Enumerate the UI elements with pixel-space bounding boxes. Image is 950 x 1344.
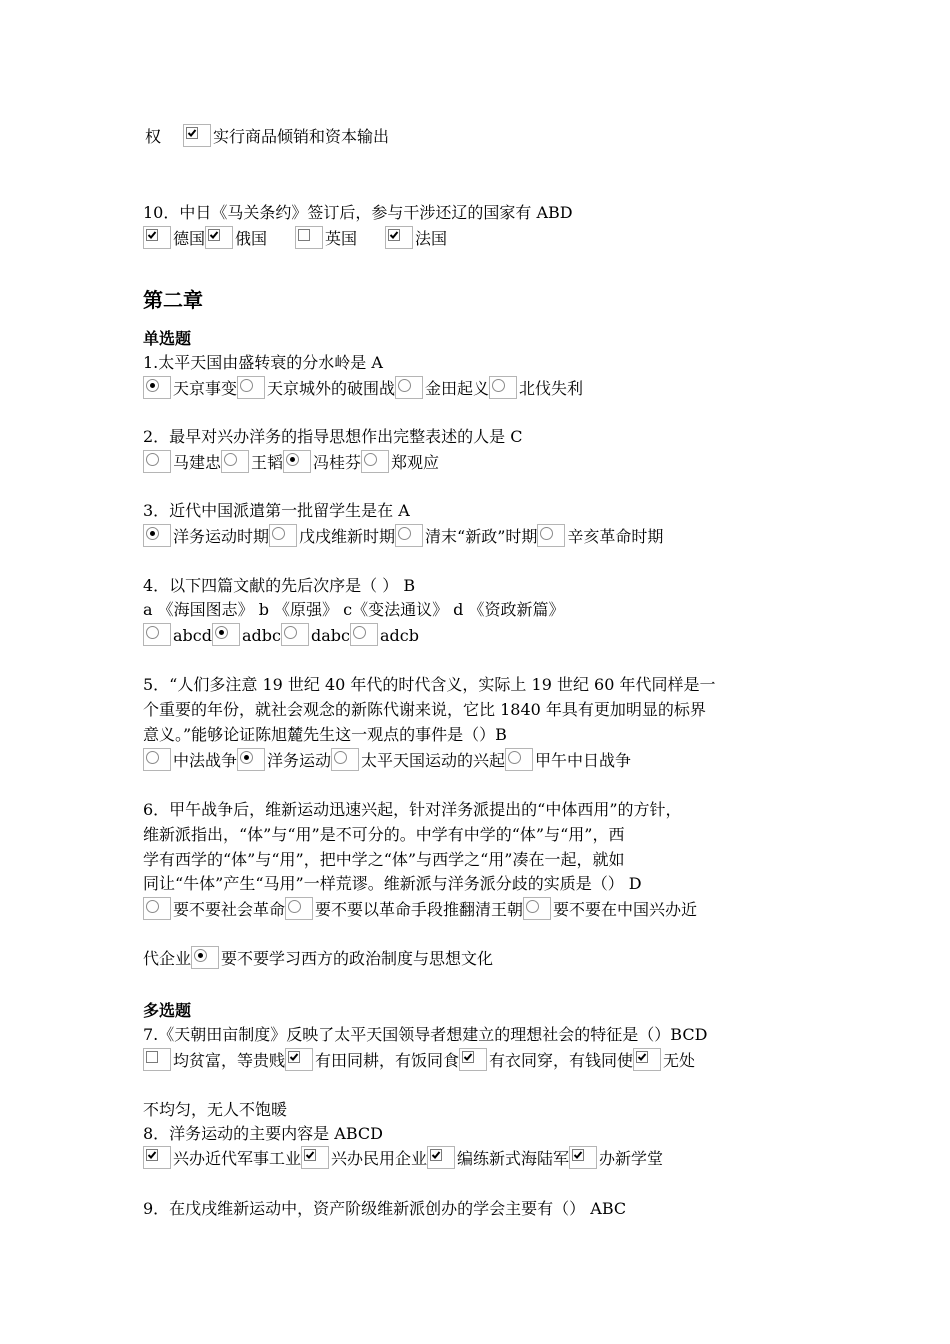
q2-option-3[interactable]	[283, 450, 361, 473]
checkbox[interactable]	[285, 1048, 313, 1071]
option-label: 无处	[663, 1051, 696, 1070]
question-1: 1.太平天国由盛转衰的分水岭是 A	[143, 353, 383, 372]
radio-button[interactable]	[395, 524, 423, 547]
radio-empty-icon	[353, 626, 366, 639]
option-label: 有衣同穿，有钱同使	[489, 1051, 634, 1070]
q1-option-2[interactable]	[237, 376, 395, 399]
checkbox[interactable]	[633, 1048, 661, 1071]
radio-button[interactable]	[350, 623, 378, 646]
checkbox[interactable]	[459, 1048, 487, 1071]
option-label: 马建忠	[173, 453, 222, 472]
checkmark-icon	[186, 127, 198, 139]
option-label: 中法战争	[173, 751, 238, 770]
checkbox[interactable]	[143, 1146, 171, 1169]
radio-empty-icon	[540, 527, 553, 540]
option-label: adcb	[379, 626, 419, 645]
option-label: 清末“新政”时期	[425, 527, 538, 546]
option-label: 洋务运动	[267, 751, 332, 770]
q5-options	[143, 748, 631, 771]
radio-empty-icon	[526, 900, 539, 913]
question-2: 2．最早对兴办洋务的指导思想作出完整表述的人是 C	[143, 427, 523, 446]
checkmark-icon	[304, 1149, 316, 1161]
option-label: 洋务运动时期	[173, 527, 270, 546]
q6-row2-prefix: 代企业	[143, 949, 192, 968]
radio-selected-icon	[146, 379, 159, 392]
option-label: 兴办民用企业	[331, 1149, 428, 1168]
option-label: 天京城外的破围战	[267, 379, 396, 398]
option-label: adbc	[241, 626, 281, 645]
option-label: 王韬	[251, 453, 284, 472]
radio-empty-icon	[146, 453, 159, 466]
checkmark-icon	[146, 229, 158, 241]
question-3: 3．近代中国派遣第一批留学生是在 A	[143, 501, 410, 520]
q10-option-4[interactable]	[385, 226, 447, 249]
radio-button[interactable]	[237, 748, 265, 771]
q3-options	[143, 524, 663, 547]
checkbox[interactable]	[205, 226, 233, 249]
q3-option-3[interactable]	[395, 524, 537, 547]
question-6-line-4: 同让“牛体”产生“马用”一样荒谬。维新派与洋务派分歧的实质是（） D	[143, 874, 642, 893]
radio-button[interactable]	[269, 524, 297, 547]
radio-empty-icon	[272, 527, 285, 540]
option-label: dabc	[310, 626, 350, 645]
question-6-line-2: 维新派指出，“体”与“用”是不可分的。中学有中学的“体”与“用”，西	[143, 825, 625, 844]
radio-button[interactable]	[523, 897, 551, 920]
radio-button[interactable]	[283, 450, 311, 473]
checkmark-icon	[146, 1149, 158, 1161]
radio-empty-icon	[398, 379, 411, 392]
empty-checkbox-icon	[298, 229, 310, 241]
radio-empty-icon	[240, 379, 253, 392]
option-label: 均贫富，等贵贱	[173, 1051, 286, 1070]
question-5-line-2: 个重要的年份，就社会观念的新陈代谢来说，它比 1840 年具有更加明显的标界	[143, 700, 706, 719]
checkbox[interactable]	[143, 226, 171, 249]
q5-option-1[interactable]	[143, 748, 237, 771]
checkbox[interactable]	[295, 226, 323, 249]
option-label: 太平天国运动的兴起	[361, 751, 506, 770]
q3-option-2[interactable]	[269, 524, 395, 547]
q7-option-2[interactable]	[285, 1048, 459, 1071]
checkbox[interactable]	[385, 226, 413, 249]
option-label: 俄国	[235, 229, 268, 248]
checkbox[interactable]	[569, 1146, 597, 1169]
option-label: 甲午中日战争	[535, 751, 632, 770]
q4-options	[143, 623, 419, 646]
option-label: 天京事变	[173, 379, 238, 398]
checkmark-icon	[636, 1051, 648, 1063]
option-label: abcd	[173, 626, 212, 645]
radio-button[interactable]	[281, 623, 309, 646]
q4-option-1[interactable]	[143, 623, 212, 646]
q8-option-1[interactable]	[143, 1146, 301, 1169]
q5-option-3[interactable]	[331, 748, 505, 771]
option-label: 辛亥革命时期	[567, 527, 664, 546]
option-label: 兴办近代军事工业	[173, 1149, 302, 1168]
question-7: 7.《天朝田亩制度》反映了太平天国领导者想建立的理想社会的特征是（）BCD	[143, 1025, 708, 1044]
radio-button[interactable]	[331, 748, 359, 771]
checkmark-icon	[388, 229, 400, 241]
option-label: 实行商品倾销和资本输出	[213, 127, 390, 146]
radio-button[interactable]	[537, 524, 565, 547]
checkbox[interactable]	[183, 124, 211, 147]
q7-option-3[interactable]	[459, 1048, 633, 1071]
q9-tail-row	[143, 124, 389, 147]
radio-empty-icon	[146, 626, 159, 639]
q6-row1-option-2[interactable]	[285, 897, 523, 920]
q10-options	[143, 226, 447, 249]
radio-button[interactable]	[489, 376, 517, 399]
q2-options	[143, 450, 439, 473]
radio-button[interactable]	[143, 524, 171, 547]
radio-empty-icon	[284, 626, 297, 639]
q7-option-1[interactable]	[143, 1048, 285, 1071]
question-9: 9．在戊戌维新运动中，资产阶级维新派创办的学会主要有（） ABC	[143, 1199, 627, 1218]
radio-empty-icon	[508, 751, 521, 764]
q2-option-4[interactable]	[361, 450, 439, 473]
q10-option-2[interactable]	[205, 226, 267, 249]
checkmark-icon	[462, 1051, 474, 1063]
q7-options	[143, 1048, 695, 1071]
option-label: 英国	[325, 229, 358, 248]
q6-row2-option-1[interactable]	[191, 946, 493, 969]
q10-option-1[interactable]	[143, 226, 205, 249]
q5-option-4[interactable]	[505, 748, 631, 771]
q4-option-4[interactable]	[350, 623, 419, 646]
q1-option-3[interactable]	[395, 376, 489, 399]
radio-button[interactable]	[395, 376, 423, 399]
option-label: 冯桂芬	[313, 453, 362, 472]
option-label: 戊戌维新时期	[299, 527, 396, 546]
q10-option-3[interactable]	[295, 226, 357, 249]
question-6-line-3: 学有西学的“体”与“用”，把中学之“体”与西学之“用”凑在一起，就如	[143, 850, 625, 869]
radio-empty-icon	[364, 453, 377, 466]
question-6-line-1: 6．甲午战争后，维新运动迅速兴起，针对洋务派提出的“中体西用”的方针，	[143, 800, 682, 819]
option-label: 北伐失利	[519, 379, 584, 398]
q1-options	[143, 376, 583, 399]
radio-button[interactable]	[237, 376, 265, 399]
option-label: 要不要学习西方的政治制度与思想文化	[221, 949, 494, 968]
question-7-continued: 不均匀，无人不饱暖	[143, 1100, 288, 1119]
option-label: 郑观应	[391, 453, 440, 472]
chapter-title: 第二章	[143, 288, 203, 312]
radio-empty-icon	[492, 379, 505, 392]
q8-option-4[interactable]	[569, 1146, 663, 1169]
single-choice-heading: 单选题	[143, 329, 192, 348]
option-label: 要不要以革命手段推翻清王朝	[315, 900, 524, 919]
radio-button[interactable]	[143, 897, 171, 920]
q6-options-row-2	[143, 946, 493, 969]
question-4-items: a 《海国图志》 b 《原强》 c《变法通议》 d 《资政新篇》	[143, 600, 565, 619]
radio-empty-icon	[288, 900, 301, 913]
option-label: 德国	[173, 229, 206, 248]
option-label: 编练新式海陆军	[457, 1149, 570, 1168]
q3-option-4[interactable]	[537, 524, 663, 547]
q1-option-4[interactable]	[489, 376, 583, 399]
radio-button[interactable]	[143, 450, 171, 473]
checkbox[interactable]	[427, 1146, 455, 1169]
checkbox[interactable]	[143, 1048, 171, 1071]
checkmark-icon	[208, 229, 220, 241]
q4-option-3[interactable]	[281, 623, 350, 646]
radio-empty-icon	[398, 527, 411, 540]
q2-option-2[interactable]	[221, 450, 283, 473]
option-label: 有田同耕，有饭同食	[315, 1051, 460, 1070]
q2-option-1[interactable]	[143, 450, 221, 473]
q6-row1-option-1[interactable]	[143, 897, 285, 920]
radio-button[interactable]	[143, 623, 171, 646]
q5-option-2[interactable]	[237, 748, 331, 771]
option-label: 要不要在中国兴办近	[553, 900, 698, 919]
checkmark-icon	[572, 1149, 584, 1161]
checkmark-icon	[288, 1051, 300, 1063]
option-label: 要不要社会革命	[173, 900, 286, 919]
q7-option-4[interactable]	[633, 1048, 695, 1071]
radio-empty-icon	[224, 453, 237, 466]
question-8: 8．洋务运动的主要内容是 ABCD	[143, 1124, 383, 1143]
radio-button[interactable]	[285, 897, 313, 920]
radio-button[interactable]	[221, 450, 249, 473]
radio-selected-icon	[286, 453, 299, 466]
option-label: 法国	[415, 229, 448, 248]
q6-options-row-1	[143, 897, 697, 920]
option-label: 金田起义	[425, 379, 490, 398]
radio-selected-icon	[215, 626, 228, 639]
radio-selected-icon	[146, 527, 159, 540]
radio-button[interactable]	[361, 450, 389, 473]
question-5-line-3: 意义。”能够论证陈旭麓先生这一观点的事件是（）B	[143, 725, 507, 744]
q8-options	[143, 1146, 663, 1169]
q3-option-1[interactable]	[143, 524, 269, 547]
checkmark-icon	[430, 1149, 442, 1161]
radio-button[interactable]	[505, 748, 533, 771]
q8-option-3[interactable]	[427, 1146, 569, 1169]
radio-button[interactable]	[191, 946, 219, 969]
question-5-line-1: 5．“人们多注意 19 世纪 40 年代的时代含义，实际上 19 世纪 60 年代同样是一	[143, 675, 716, 694]
q9-tail-option-1[interactable]	[183, 124, 389, 147]
empty-checkbox-icon	[146, 1051, 158, 1063]
q4-option-2[interactable]	[212, 623, 281, 646]
question-4: 4．以下四篇文献的先后次序是（ ） B	[143, 576, 416, 595]
radio-selected-icon	[194, 949, 207, 962]
q6-row1-option-3[interactable]	[523, 897, 697, 920]
radio-button[interactable]	[143, 748, 171, 771]
q9-tail-prefix: 权	[145, 127, 162, 146]
radio-button[interactable]	[143, 376, 171, 399]
option-label: 办新学堂	[599, 1149, 664, 1168]
multi-choice-heading: 多选题	[143, 1001, 192, 1020]
q8-option-2[interactable]	[301, 1146, 427, 1169]
q1-option-1[interactable]	[143, 376, 237, 399]
radio-empty-icon	[146, 900, 159, 913]
radio-button[interactable]	[212, 623, 240, 646]
radio-selected-icon	[240, 751, 253, 764]
checkbox[interactable]	[301, 1146, 329, 1169]
radio-empty-icon	[334, 751, 347, 764]
question-10: 10．中日《马关条约》签订后，参与干涉还辽的国家有 ABD	[143, 203, 573, 222]
radio-empty-icon	[146, 751, 159, 764]
